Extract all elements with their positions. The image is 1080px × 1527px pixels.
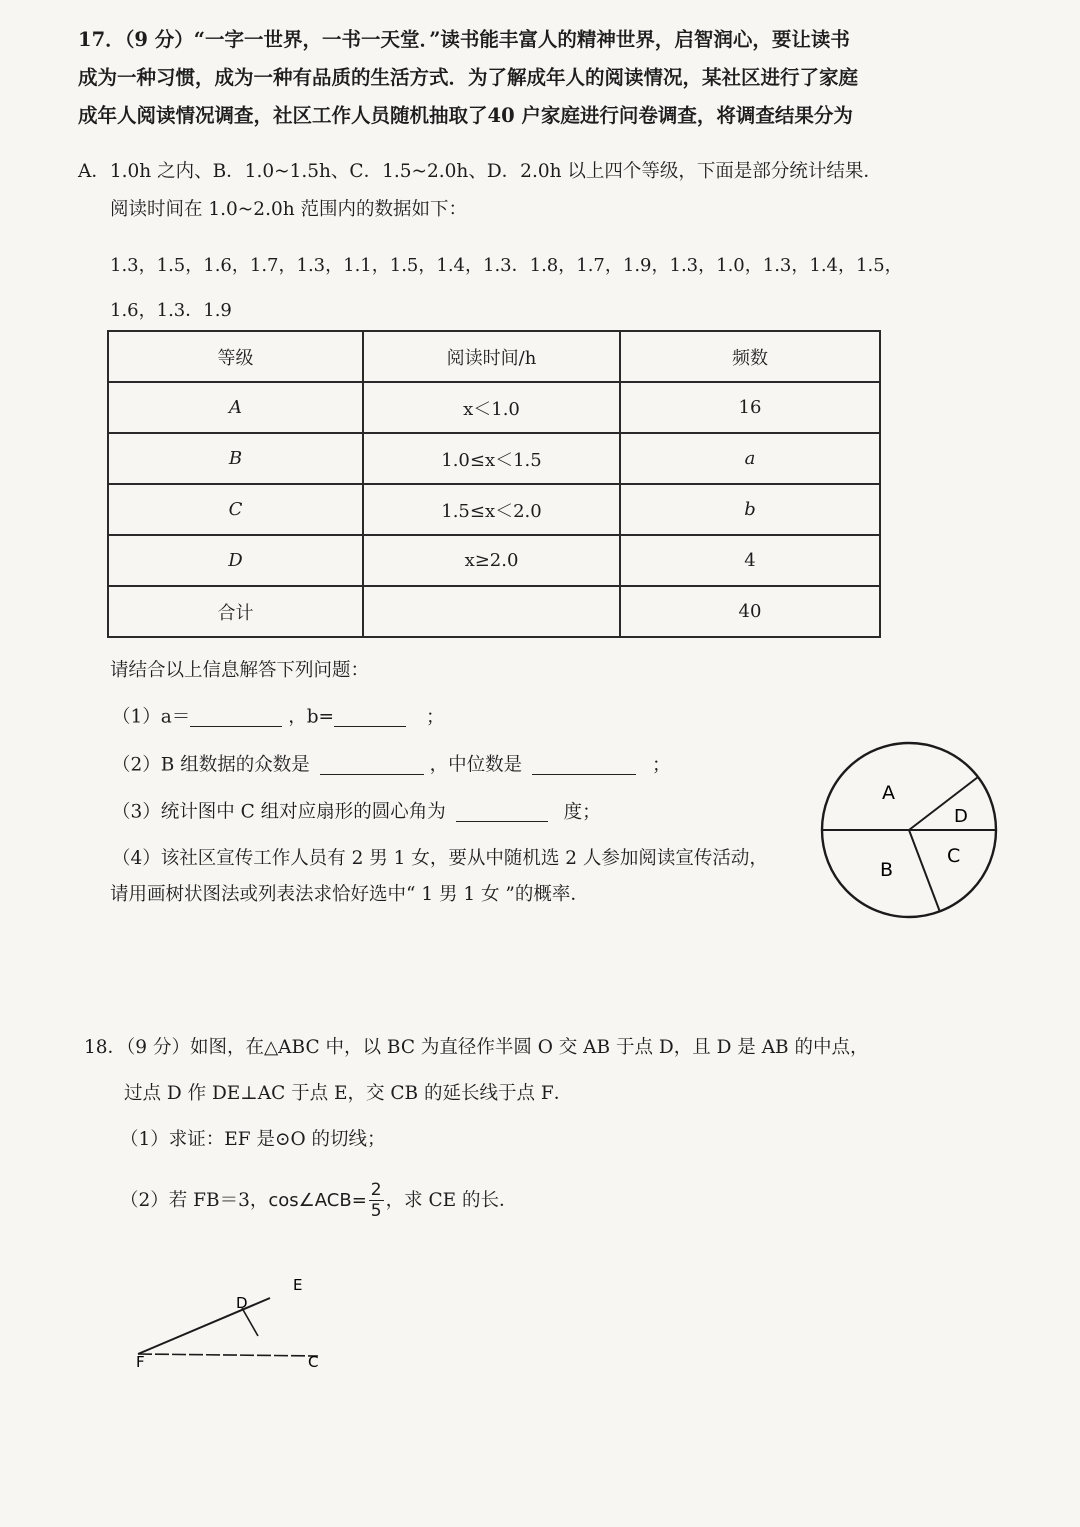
q17-part1	[112, 708, 444, 727]
q17-data-row2: 1.6，1.3．1.9	[110, 300, 232, 321]
table-cell: a	[620, 433, 880, 484]
part2-label-mode: （2）B 组数据的众数是	[112, 754, 310, 776]
answer-blank-mode[interactable]	[320, 756, 424, 775]
table-header-row	[108, 331, 880, 382]
part3-label: （3）统计图中 C 组对应扇形的圆心角为	[112, 801, 446, 823]
table-cell: 40	[620, 586, 880, 637]
answer-blank-median[interactable]	[532, 756, 636, 775]
answer-blank-angle[interactable]	[456, 803, 548, 822]
table-cell: x＜1.0	[363, 382, 620, 433]
q18-part2-label: （2）若 FB＝3，	[120, 1190, 269, 1211]
q17-part4-line1: （4）该社区宣传工作人员有 2 男 1 女，要从中随机选 2 人参加阅读宣传活动，	[112, 848, 768, 869]
q17-text-line4: A．1.0h 之内、B．1.0~1.5h、C．1.5~2.0h、D．2.0h 以上四个等级，下面是部分统计结果．	[78, 161, 882, 182]
part2-end: ；	[652, 754, 671, 776]
answer-blank-b[interactable]	[334, 708, 406, 727]
table-cell: B	[108, 433, 363, 484]
q17-text-line3: 成年人阅读情况调查，社区工作人员随机抽取了40 户家庭进行问卷调查，将调查结果分为	[78, 104, 853, 127]
table-cell: x≥2.0	[363, 535, 620, 586]
table-cell: 1.0≤x＜1.5	[363, 433, 620, 484]
q17-text-line5: 阅读时间在 1.0~2.0h 范围内的数据如下：	[110, 199, 468, 220]
fraction	[369, 1182, 384, 1220]
table-header-cell: 等级	[108, 331, 363, 382]
q18-part2-end: ，求 CE 的长．	[385, 1190, 518, 1211]
pie-label-d: D	[954, 806, 968, 827]
q18-text-line2: 过点 D 作 DE⊥AC 于点 E，交 CB 的延长线于点 F．	[124, 1083, 573, 1104]
table-cell	[363, 586, 620, 637]
fraction-numerator: 2	[370, 1180, 382, 1200]
point-label-f: F	[136, 1353, 145, 1371]
table-cell: b	[620, 484, 880, 535]
answer-blank-a[interactable]	[190, 708, 282, 727]
segment-fe	[138, 1298, 270, 1354]
q18-text-line1: 18．（9 分）如图，在△ABC 中，以 BC 为直径作半圆 O 交 AB 于点 D，且 D 是 AB 的中点，	[84, 1037, 869, 1058]
part3-end: 度；	[563, 801, 601, 823]
q17-prompt: 请结合以上信息解答下列问题：	[110, 660, 370, 681]
table-row	[108, 484, 880, 535]
q17-text-line1: 17．（9 分）“一字一世界，一书一天堂．”读书能丰富人的精神世界，启智润心，要让读书	[78, 28, 850, 51]
table-header-cell: 阅读时间/h	[363, 331, 620, 382]
point-label-e: E	[293, 1276, 303, 1294]
table-cell: C	[108, 484, 363, 535]
q17-part2	[112, 756, 671, 775]
point-label-d: D	[236, 1294, 248, 1312]
table-row	[108, 535, 880, 586]
pie-label-c: C	[947, 845, 961, 867]
point-label-c: C	[308, 1353, 319, 1371]
segment-fc	[138, 1354, 318, 1356]
pie-chart-figure	[820, 742, 1000, 920]
q17-text-line2: 成为一种习惯，成为一种有品质的生活方式．为了解成年人的阅读情况，某社区进行了家庭	[78, 66, 859, 89]
q18-part2	[120, 1182, 518, 1220]
geometry-figure	[130, 1270, 340, 1375]
table-cell: 4	[620, 535, 880, 586]
table-cell: A	[108, 382, 363, 433]
table-cell: 16	[620, 382, 880, 433]
segment-d-stub	[242, 1308, 258, 1336]
cos-expression: cos∠ACB=	[268, 1190, 367, 1211]
table-row	[108, 382, 880, 433]
table-total-row	[108, 586, 880, 637]
part1-label-a: （1）a＝	[112, 706, 191, 728]
table-cell: 合计	[108, 586, 363, 637]
q17-data-row1: 1.3，1.5，1.6，1.7，1.3，1.1，1.5，1.4，1.3．1.8，1.7，1.9，1.3，1.0，1.3，1.4，1.5，	[110, 255, 903, 276]
pie-label-b: B	[880, 859, 894, 881]
q18-part1: （1）求证：EF 是⊙O 的切线；	[120, 1129, 386, 1150]
table-cell: 1.5≤x＜2.0	[363, 484, 620, 535]
table-cell: D	[108, 535, 363, 586]
pie-divider-bc	[909, 830, 940, 912]
pie-label-a: A	[882, 782, 895, 804]
q17-part4-line2: 请用画树状图法或列表法求恰好选中“ 1 男 1 女 ”的概率．	[110, 884, 589, 905]
table-row	[108, 433, 880, 484]
part1-end: ；	[425, 706, 445, 728]
part1-label-b: ，b=	[288, 706, 335, 728]
fraction-denominator: 5	[370, 1201, 382, 1221]
table-header-cell: 频数	[620, 331, 880, 382]
q17-part3	[112, 803, 601, 822]
part2-label-median: ，中位数是	[429, 754, 523, 776]
frequency-table	[107, 330, 881, 638]
